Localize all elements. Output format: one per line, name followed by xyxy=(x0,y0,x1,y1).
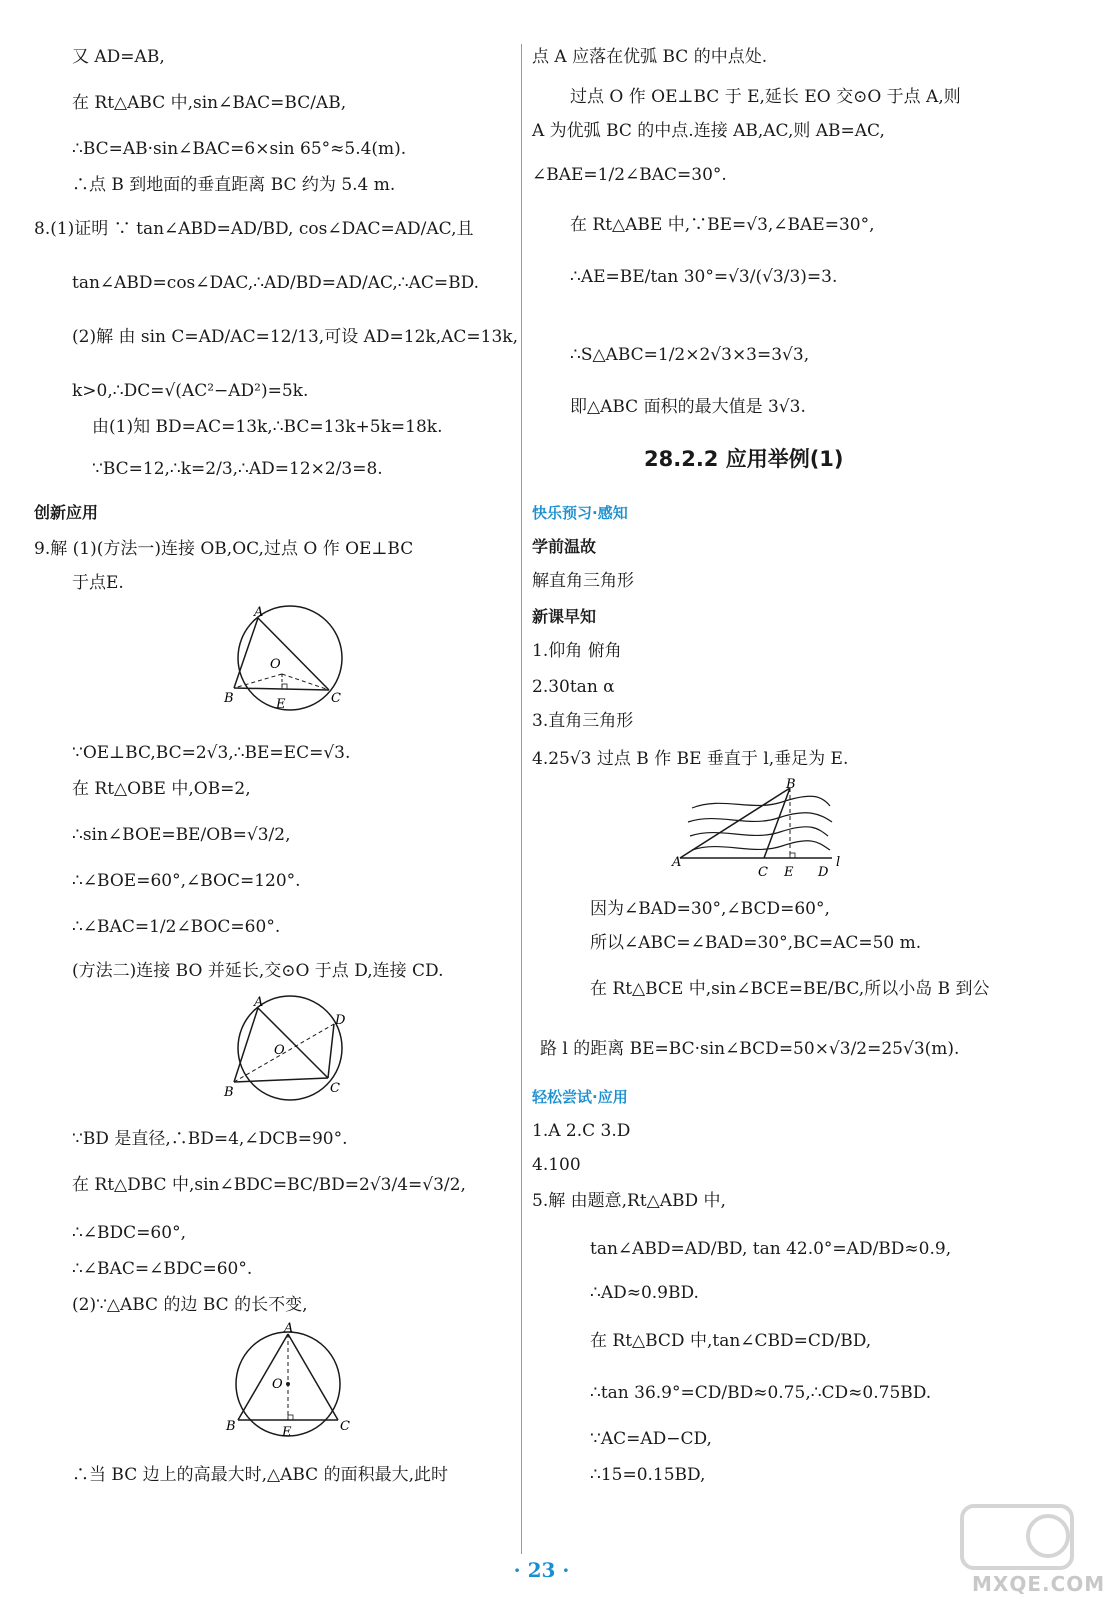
text-line: 点 A 应落在优弧 BC 的中点处. xyxy=(532,47,768,67)
fig4-label-l: l xyxy=(836,855,841,870)
blue-heading-apply: 轻松尝试·应用 xyxy=(532,1088,628,1106)
text-line: 4.25√3 过点 B 作 BE 垂直于 l,垂足为 E. xyxy=(532,749,849,769)
section-heading: 创新应用 xyxy=(34,503,99,522)
text-line: 解直角三角形 xyxy=(532,571,634,591)
text-line: ∴∠BDC=60°, xyxy=(72,1223,186,1243)
text-line: tan∠ABD=AD/BD, tan 42.0°=AD/BD≈0.9, xyxy=(590,1239,952,1259)
fig2-label-C: C xyxy=(330,1081,340,1096)
problem-9: 9.解 (1)(方法一)连接 OB,OC,过点 O 作 OE⊥BC xyxy=(34,539,414,559)
text-line: 在 Rt△BCE 中,sin∠BCE=BE/BC,所以小岛 B 到公 xyxy=(590,979,990,999)
fig2-label-B: B xyxy=(224,1085,234,1100)
text-line: 2.30tan α xyxy=(532,677,615,697)
fig1-label-B: B xyxy=(224,691,234,706)
text-line: 在 Rt△ABE 中,∵BE=√3,∠BAE=30°, xyxy=(570,215,875,235)
section-title: 28.2.2 应用举例(1) xyxy=(644,447,844,471)
text-line: (2)解 由 sin C=AD/AC=12/13,可设 AD=12k,AC=13k, xyxy=(72,327,518,347)
fig3-label-B: B xyxy=(226,1419,236,1434)
fig1-label-C: C xyxy=(331,691,341,706)
text-line: ∵OE⊥BC,BC=2√3,∴BE=EC=√3. xyxy=(72,743,351,763)
text-line: ∴AE=BE/tan 30°=√3/(√3/3)=3. xyxy=(570,267,838,287)
text-line: tan∠ABD=cos∠DAC,∴AD/BD=AD/AC,∴AC=BD. xyxy=(72,273,480,293)
text-line: 1.A 2.C 3.D xyxy=(532,1121,631,1141)
text-line: ∴tan 36.9°=CD/BD≈0.75,∴CD≈0.75BD. xyxy=(590,1383,932,1403)
text-line: ∵AC=AD−CD, xyxy=(590,1429,712,1449)
text-line: 又 AD=AB, xyxy=(72,47,165,67)
text-line: 所以∠ABC=∠BAD=30°,BC=AC=50 m. xyxy=(590,933,922,953)
watermark-text: MXQE.COM xyxy=(972,1572,1105,1596)
text-line: ∴∠BAC=∠BDC=60°. xyxy=(72,1259,253,1279)
text-line: 5.解 由题意,Rt△ABD 中, xyxy=(532,1191,726,1211)
text-line: ∴BC=AB·sin∠BAC=6×sin 65°≈5.4(m). xyxy=(72,139,407,159)
fig2-label-D: D xyxy=(335,1013,346,1028)
text-line: 在 Rt△OBE 中,OB=2, xyxy=(72,779,251,799)
circle-figure-1 xyxy=(224,604,359,716)
text-line: ∴sin∠BOE=BE/OB=√3/2, xyxy=(72,825,291,845)
subheading: 新课早知 xyxy=(532,607,597,626)
text-line: 3.直角三角形 xyxy=(532,711,634,731)
text-line: 过点 O 作 OE⊥BC 于 E,延长 EO 交⊙O 于点 A,则 xyxy=(570,87,961,107)
fig1-label-E: E xyxy=(276,697,286,712)
text-line: 1.仰角 俯角 xyxy=(532,641,622,661)
text-line: ∴当 BC 边上的高最大时,△ABC 的面积最大,此时 xyxy=(72,1465,448,1485)
text-line: k>0,∴DC=√(AC²−AD²)=5k. xyxy=(72,381,309,401)
island-figure xyxy=(672,778,852,882)
text-line: ∵BC=12,∴k=2/3,∴AD=12×2/3=8. xyxy=(92,459,383,479)
text-line: 在 Rt△DBC 中,sin∠BDC=BC/BD=2√3/4=√3/2, xyxy=(72,1175,466,1195)
text-line: (2)∵△ABC 的边 BC 的长不变, xyxy=(72,1295,308,1315)
text-line: ∴∠BAC=1/2∠BOC=60°. xyxy=(72,917,281,937)
text-line: ∴S△ABC=1/2×2√3×3=3√3, xyxy=(570,345,810,365)
fig1-label-O: O xyxy=(270,657,281,672)
column-divider xyxy=(521,44,522,1554)
fig3-label-C: C xyxy=(340,1419,350,1434)
text-line: ∠BAE=1/2∠BAC=30°. xyxy=(532,165,727,185)
text-line: 4.100 xyxy=(532,1155,581,1175)
fig3-label-A: A xyxy=(284,1321,294,1336)
circle-figure-3 xyxy=(224,1321,359,1442)
page-number: · 23 · xyxy=(513,1558,570,1582)
text-line: 在 Rt△ABC 中,sin∠BAC=BC/AB, xyxy=(72,93,347,113)
subheading: 学前温故 xyxy=(532,537,597,556)
fig2-label-O: O xyxy=(274,1043,285,1058)
circle-figure-2 xyxy=(224,994,359,1106)
fig3-label-E: E xyxy=(282,1425,292,1440)
fig2-label-A: A xyxy=(254,995,264,1010)
text-line: 因为∠BAD=30°,∠BCD=60°, xyxy=(590,899,830,919)
text-line: (方法二)连接 BO 并延长,交⊙O 于点 D,连接 CD. xyxy=(72,961,444,981)
fig4-label-E: E xyxy=(784,865,794,880)
blue-heading-preview: 快乐预习·感知 xyxy=(532,504,628,522)
text-line: A 为优弧 BC 的中点.连接 AB,AC,则 AB=AC, xyxy=(532,121,885,141)
text-line: ∵BD 是直径,∴BD=4,∠DCB=90°. xyxy=(72,1129,348,1149)
fig4-label-B: B xyxy=(786,777,796,792)
text-line: ∴AD≈0.9BD. xyxy=(590,1283,699,1303)
text-line: 在 Rt△BCD 中,tan∠CBD=CD/BD, xyxy=(590,1331,872,1351)
text-line: ∴点 B 到地面的垂直距离 BC 约为 5.4 m. xyxy=(72,175,396,195)
text-line: 由(1)知 BD=AC=13k,∴BC=13k+5k=18k. xyxy=(92,417,443,437)
fig4-label-C: C xyxy=(758,865,768,880)
fig4-label-D: D xyxy=(818,865,829,880)
text-line: ∴15=0.15BD, xyxy=(590,1465,706,1485)
text-line: 路 l 的距离 BE=BC·sin∠BCD=50×√3/2=25√3(m). xyxy=(540,1039,960,1059)
text-line: ∴∠BOE=60°,∠BOC=120°. xyxy=(72,871,301,891)
text-line: 于点E. xyxy=(72,573,124,593)
fig3-label-O: O xyxy=(272,1377,283,1392)
problem-8: 8.(1)证明 ∵ tan∠ABD=AD/BD, cos∠DAC=AD/AC,且 xyxy=(34,219,474,239)
fig1-label-A: A xyxy=(254,605,264,620)
fig4-label-A: A xyxy=(672,855,682,870)
text-line: 即△ABC 面积的最大值是 3√3. xyxy=(570,397,806,417)
